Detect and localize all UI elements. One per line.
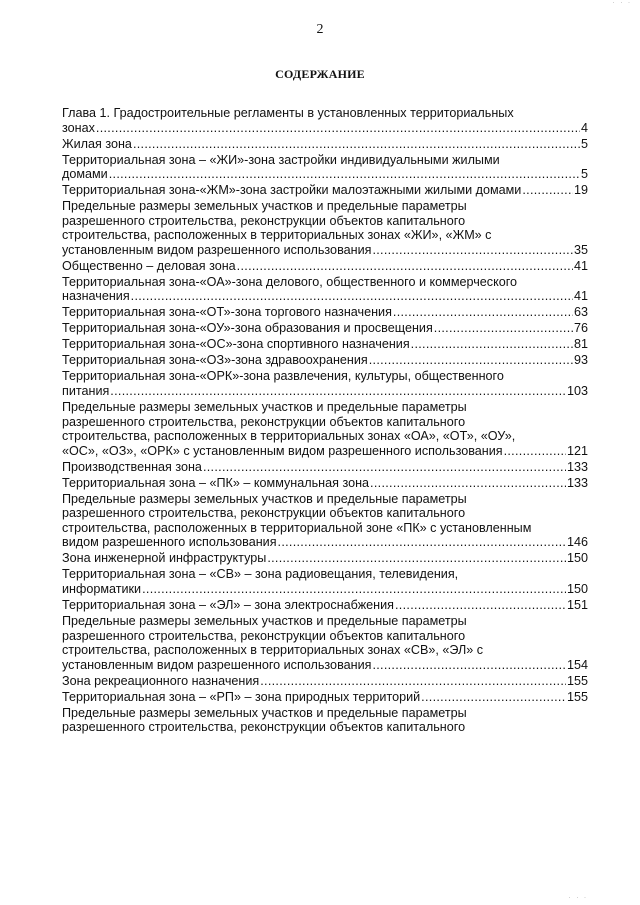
toc-entry-final-line <box>62 444 588 459</box>
dot-leader <box>522 183 573 198</box>
toc-entry-line: Территориальная зона – «ПК» – коммунальная зона <box>62 475 370 490</box>
dot-leader <box>267 551 566 566</box>
toc-entry-line: Зона рекреационного назначения <box>62 673 260 688</box>
dot-leader <box>372 243 573 258</box>
toc-entry-line: зонах <box>62 120 95 135</box>
toc-entry[interactable] <box>62 305 588 320</box>
dot-leader <box>133 137 580 152</box>
toc-entry-line: Глава 1. Градостроительные регламенты в установленных территориальных <box>62 106 514 120</box>
toc-page-number: 133 <box>566 459 588 474</box>
toc-entry-line: Предельные размеры земельных участков и предельные параметры <box>62 705 467 720</box>
scan-mark-top: · · · <box>612 0 632 6</box>
toc-entry-final-line <box>62 337 588 352</box>
toc-entry-final-line <box>62 289 588 304</box>
toc-entry-line: установленным видом разрешенного использования <box>62 657 372 672</box>
dot-leader <box>110 384 566 399</box>
toc-entry[interactable] <box>62 706 588 735</box>
toc-entry-line: назначения <box>62 289 130 304</box>
toc-entry-final-line <box>62 598 588 613</box>
toc-page-number: 155 <box>566 673 588 688</box>
toc-entry-final-line <box>62 658 588 673</box>
toc-entry[interactable] <box>62 337 588 352</box>
toc-entry-text <box>62 400 588 444</box>
toc-entry-final-line <box>62 551 588 566</box>
toc-entry[interactable] <box>62 567 588 596</box>
toc-page-number: 121 <box>566 443 588 458</box>
toc-entry[interactable] <box>62 369 588 398</box>
dot-leader <box>434 321 573 336</box>
toc-page-number: 150 <box>566 551 588 566</box>
toc-entry-final-line <box>62 535 588 550</box>
toc-entry-line: Территориальная зона-«ОУ»-зона образования и просвещения <box>62 321 433 336</box>
toc-entry-line: Предельные размеры земельных участков и предельные параметры <box>62 491 467 506</box>
toc-page-number: 81 <box>573 337 588 352</box>
toc-page-number: 76 <box>573 321 588 336</box>
toc-entry-line: Территориальная зона-«ОС»-зона спортивного назначения <box>62 337 410 352</box>
scan-mark-bottom: · · · <box>568 895 588 901</box>
toc-entry[interactable] <box>62 106 588 135</box>
dot-leader <box>142 582 566 597</box>
toc-entry-final-line <box>62 321 588 336</box>
toc-entry-final-line <box>62 121 588 136</box>
toc-page-number: 154 <box>566 657 588 672</box>
toc-entry-line: разрешенного строительства, реконструкции объектов капитального <box>62 506 466 521</box>
toc-entry-final-line <box>62 167 588 182</box>
toc-page-number: 93 <box>573 353 588 368</box>
toc-entry-line: Зона инженерной инфраструктуры <box>62 551 267 566</box>
toc-entry-final-line <box>62 183 588 198</box>
toc-entry-line: разрешенного строительства, реконструкции объектов капитального <box>62 414 466 429</box>
toc-entry-text <box>62 199 588 243</box>
toc-page-number: 150 <box>566 582 588 597</box>
toc-entry-line: Территориальная зона-«ОРК»-зона развлечения, культуры, общественного <box>62 369 504 384</box>
toc-entry[interactable] <box>62 153 588 182</box>
toc-entry-text <box>62 567 588 582</box>
toc-entry-text <box>62 106 588 121</box>
toc-entry-line: строительства, расположенных в территориальных зонах «СВ», «ЭЛ» с <box>62 643 484 658</box>
toc-entry[interactable] <box>62 690 588 705</box>
toc-entry[interactable] <box>62 183 588 198</box>
dot-leader <box>393 305 573 320</box>
toc-entry-line: Территориальная зона – «ЭЛ» – зона электроснабжения <box>62 598 394 613</box>
toc-entry-line: Территориальная зона-«ОА»-зона делового, общественного и коммерческого <box>62 274 518 289</box>
toc-entry-line: Предельные размеры земельных участков и предельные параметры <box>62 399 467 414</box>
dot-leader <box>395 598 566 613</box>
toc-entry-line: Территориальная зона-«ОЗ»-зона здравоохранения <box>62 353 368 368</box>
table-of-contents <box>62 106 588 735</box>
toc-entry-line: строительства, расположенных в территориальных зонах «ЖИ», «ЖМ» с <box>62 228 492 243</box>
toc-entry[interactable] <box>62 551 588 566</box>
dot-leader <box>109 167 580 182</box>
toc-page-number: 155 <box>566 689 588 704</box>
toc-entry-line: Предельные размеры земельных участков и предельные параметры <box>62 614 467 629</box>
dot-leader <box>372 658 566 673</box>
toc-entry-line: разрешенного строительства, реконструкции объектов капитального <box>62 213 466 228</box>
toc-page-number: 41 <box>573 258 588 273</box>
toc-entry-text <box>62 706 588 735</box>
toc-entry-line: Производственная зона <box>62 459 202 474</box>
toc-entry-line: Территориальная зона – «ЖИ»-зона застройки индивидуальными жилыми <box>62 152 500 167</box>
toc-page-number: 151 <box>566 598 588 613</box>
toc-page-number: 5 <box>580 136 588 151</box>
toc-page-number: 103 <box>566 383 588 398</box>
toc-entry-line: установленным видом разрешенного использования <box>62 242 372 257</box>
toc-entry-line: информатики <box>62 582 142 597</box>
toc-entry[interactable] <box>62 598 588 613</box>
toc-entry-final-line <box>62 259 588 274</box>
toc-entry-line: разрешенного строительства, реконструкции объектов капитального <box>62 720 466 735</box>
dot-leader <box>96 121 580 136</box>
toc-entry-final-line <box>62 690 588 705</box>
page-number: 2 <box>316 22 324 37</box>
dot-leader <box>369 353 573 368</box>
toc-entry-final-line <box>62 384 588 399</box>
dot-leader <box>421 690 566 705</box>
toc-entry-line: домами <box>62 167 108 182</box>
toc-page-number: 4 <box>580 120 588 135</box>
toc-title: СОДЕРЖАНИЕ <box>275 67 365 81</box>
toc-page-number: 5 <box>580 167 588 182</box>
toc-entry-line: Территориальная зона-«ЖМ»-зона застройки малоэтажными жилыми домами <box>62 183 522 198</box>
toc-entry-final-line <box>62 476 588 491</box>
dot-leader <box>411 337 573 352</box>
toc-entry-final-line <box>62 137 588 152</box>
toc-entry[interactable] <box>62 353 588 368</box>
toc-entry-final-line <box>62 305 588 320</box>
toc-entry[interactable] <box>62 476 588 491</box>
toc-page-number: 35 <box>573 242 588 257</box>
dot-leader <box>260 674 566 689</box>
toc-entry-final-line <box>62 674 588 689</box>
toc-entry[interactable] <box>62 137 588 152</box>
toc-entry-line: «ОС», «ОЗ», «ОРК» с установленным видом разрешенного использования <box>62 443 503 458</box>
toc-entry-line: Предельные размеры земельных участков и предельные параметры <box>62 199 467 214</box>
toc-entry-line: Жилая зона <box>62 136 132 151</box>
toc-entry[interactable] <box>62 275 588 304</box>
toc-entry-line: видом разрешенного использования <box>62 535 277 550</box>
toc-entry-line: строительства, расположенных в территориальной зоне «ПК» с установленным <box>62 520 532 535</box>
toc-entry-text <box>62 275 588 290</box>
toc-page-number: 133 <box>566 475 588 490</box>
toc-entry-line: Общественно – деловая зона <box>62 258 236 273</box>
dot-leader <box>203 460 566 475</box>
dot-leader <box>370 476 566 491</box>
toc-entry-final-line <box>62 353 588 368</box>
toc-entry-line: Территориальная зона – «СВ» – зона радиовещания, телевидения, <box>62 567 459 582</box>
toc-page-number: 19 <box>573 183 588 198</box>
toc-entry-line: Территориальная зона-«ОТ»-зона торгового назначения <box>62 305 392 320</box>
dot-leader <box>237 259 573 274</box>
toc-page-number: 63 <box>573 305 588 320</box>
toc-entry-text <box>62 614 588 658</box>
toc-entry-line: питания <box>62 383 110 398</box>
toc-page-number: 41 <box>573 289 588 304</box>
toc-entry[interactable] <box>62 674 588 689</box>
dot-leader <box>504 444 566 459</box>
dot-leader <box>278 535 566 550</box>
toc-entry-final-line <box>62 243 588 258</box>
toc-entry[interactable] <box>62 199 588 257</box>
toc-page-number: 146 <box>566 535 588 550</box>
toc-entry-line: разрешенного строительства, реконструкции объектов капитального <box>62 628 466 643</box>
toc-entry-line: строительства, расположенных в территориальных зонах «ОА», «ОТ», «ОУ», <box>62 429 516 444</box>
toc-entry[interactable] <box>62 460 588 475</box>
toc-entry-text <box>62 369 588 384</box>
toc-entry-final-line <box>62 582 588 597</box>
toc-entry[interactable] <box>62 492 588 550</box>
toc-entry-text <box>62 153 588 168</box>
toc-entry-text <box>62 492 588 536</box>
toc-entry[interactable] <box>62 321 588 336</box>
toc-entry[interactable] <box>62 259 588 274</box>
toc-entry[interactable] <box>62 400 588 458</box>
toc-entry-final-line <box>62 460 588 475</box>
dot-leader <box>131 289 573 304</box>
toc-entry-line: Территориальная зона – «РП» – зона природных территорий <box>62 689 421 704</box>
toc-entry[interactable] <box>62 614 588 672</box>
